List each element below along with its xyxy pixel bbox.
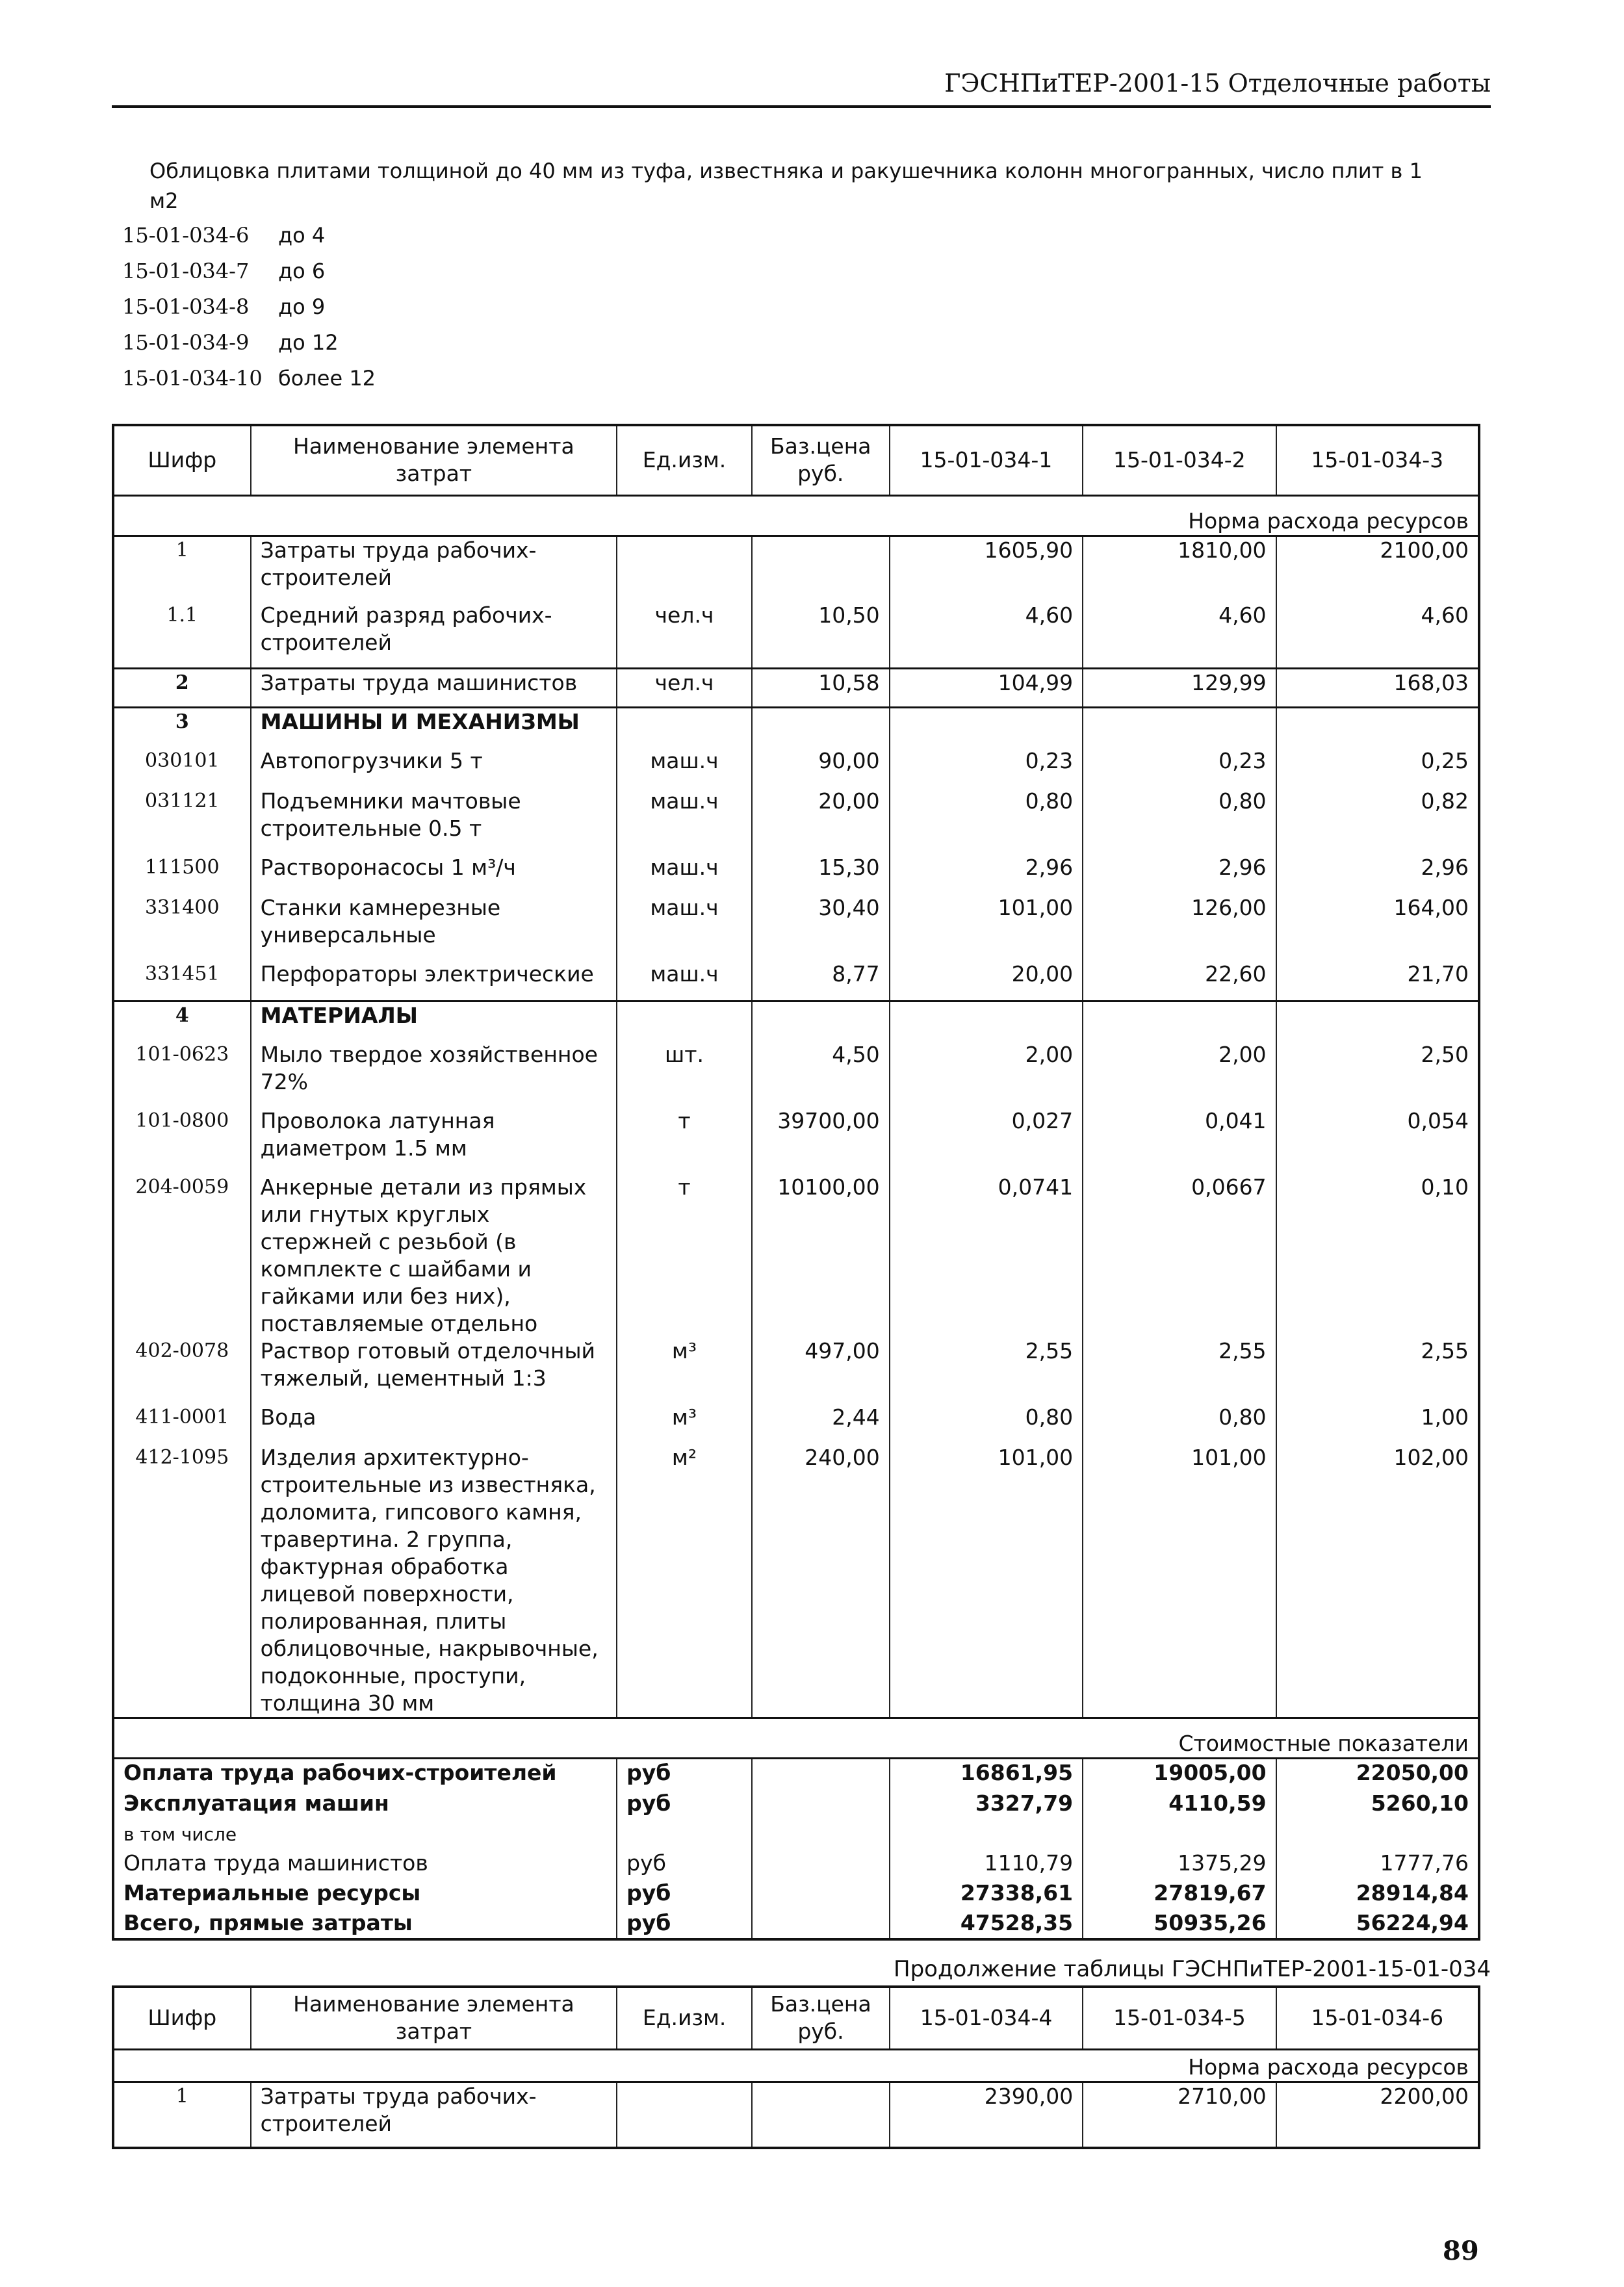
row-code: 3 [113, 707, 251, 747]
cost-name: Всего, прямые затраты [123, 1909, 413, 1935]
row-value: 0,25 [1276, 747, 1479, 788]
cost-row [113, 1850, 1479, 1880]
row-value: 102,00 [1276, 1444, 1479, 1718]
row-name: Затраты труда рабочих-строителей [251, 2082, 617, 2148]
cost-label-row [113, 1718, 1479, 1759]
row-value: 2,55 [1083, 1337, 1276, 1404]
cost-value: 1777,76 [1276, 1850, 1479, 1880]
cost-row [113, 1759, 1479, 1790]
row-unit: маш.ч [617, 894, 752, 961]
resource-table-continued [112, 1985, 1480, 2149]
cost-value: 1110,79 [890, 1850, 1083, 1880]
row-value: 0,23 [1083, 747, 1276, 788]
code-id: 15-01-034-10 [122, 366, 263, 391]
row-unit: маш.ч [617, 961, 752, 1001]
row-value: 0,0741 [890, 1174, 1083, 1337]
row-price: 497,00 [752, 1337, 890, 1404]
row-value: 21,70 [1276, 961, 1479, 1001]
cost-unit: руб [617, 1759, 752, 1790]
row-unit: маш.ч [617, 854, 752, 894]
header-col5: 15-01-034-5 [1083, 1987, 1276, 2049]
header-col4: 15-01-034-4 [890, 1987, 1083, 2049]
row-value: 2,55 [890, 1337, 1083, 1404]
table-row [113, 1404, 1479, 1444]
header-col3: 15-01-034-3 [1276, 425, 1479, 495]
row-price [752, 2082, 890, 2148]
row-price: 30,40 [752, 894, 890, 961]
section-title: МАШИНЫ И МЕХАНИЗМЫ [251, 707, 617, 747]
row-name: Проволока латунная диаметром 1.5 мм [251, 1107, 617, 1174]
table-row [113, 536, 1479, 602]
cost-value: 3327,79 [890, 1790, 1083, 1821]
row-name: Затраты труда рабочих-строителей [251, 536, 617, 602]
row-code: 331400 [145, 896, 220, 919]
table-row [113, 1174, 1479, 1337]
row-code: 4 [113, 1001, 251, 1041]
row-unit: м² [617, 1444, 752, 1718]
cost-value: 56224,94 [1276, 1909, 1479, 1939]
cost-unit: руб [617, 1790, 752, 1821]
code-list [122, 218, 512, 396]
row-value: 2,55 [1276, 1337, 1479, 1404]
code-row [122, 253, 512, 289]
cost-name: Оплата труда рабочих-строителей [113, 1759, 617, 1790]
table-row [113, 961, 1479, 1001]
row-name: Перфораторы электрические [251, 961, 617, 1001]
code-value: до 12 [278, 330, 339, 355]
header-unit: Ед.изм. [617, 425, 752, 495]
resource-table [112, 424, 1480, 1941]
row-name: Раствор готовый отделочный тяжелый, цементный 1:3 [251, 1337, 617, 1404]
cost-name: Материальные ресурсы [123, 1880, 421, 1906]
row-value: 164,00 [1276, 894, 1479, 961]
norm-label: Норма расхода ресурсов [113, 2049, 1479, 2082]
row-price: 10,58 [752, 668, 890, 707]
cost-unit: руб [617, 1909, 752, 1939]
row-unit: т [617, 1107, 752, 1174]
table-row [113, 1337, 1479, 1404]
row-value: 0,054 [1276, 1107, 1479, 1174]
cost-row [113, 1909, 1479, 1939]
header-cipher: Шифр [148, 2005, 217, 2031]
header-price: Баз.цена руб. [752, 425, 890, 495]
row-code: 1.1 [166, 604, 198, 627]
row-name: Вода [251, 1404, 617, 1444]
row-unit: чел.ч [617, 602, 752, 668]
row-value: 104,99 [890, 668, 1083, 707]
row-unit [617, 2082, 752, 2148]
row-value: 0,80 [890, 1404, 1083, 1444]
row-name: Изделия архитектурно-строительные из известняка, доломита, гипсового камня, травертина. 2 группа, фактурная обработка лицевой поверхности, полированная, плиты облицовочные, накрывочные, подоконные, проступи, толщина 30 мм [251, 1444, 617, 1718]
cost-value: 47528,35 [890, 1909, 1083, 1939]
table-row [113, 747, 1479, 788]
table-row [113, 1041, 1479, 1107]
row-value: 2,96 [1276, 854, 1479, 894]
row-name: Растворонасосы 1 м³/ч [251, 854, 617, 894]
table-row [113, 854, 1479, 894]
table-row [113, 602, 1479, 668]
row-value: 0,10 [1276, 1174, 1479, 1337]
row-unit [617, 536, 752, 602]
row-value: 0,0667 [1083, 1174, 1276, 1337]
row-value: 1,00 [1276, 1404, 1479, 1444]
table-header-row [113, 1987, 1479, 2049]
row-value: 0,23 [890, 747, 1083, 788]
row-unit: шт. [617, 1041, 752, 1107]
row-code: 204-0059 [135, 1176, 229, 1198]
table-row [113, 2082, 1479, 2148]
row-name: Мыло твердое хозяйственное 72% [251, 1041, 617, 1107]
row-value: 22,60 [1083, 961, 1276, 1001]
cost-value: 5260,10 [1276, 1790, 1479, 1821]
cost-unit: руб [617, 1880, 752, 1909]
cost-value: 1375,29 [1083, 1850, 1276, 1880]
row-value: 101,00 [890, 1444, 1083, 1718]
row-value: 1605,90 [890, 536, 1083, 602]
cost-unit: руб [617, 1850, 752, 1880]
header-unit: Ед.изм. [617, 1987, 752, 2049]
row-name: Станки камнерезные универсальные [251, 894, 617, 961]
row-value: 0,80 [1083, 1404, 1276, 1444]
code-value: до 9 [278, 294, 326, 319]
row-name: Анкерные детали из прямых или гнутых круглых стержней с резьбой (в комплекте с шайбами и гайками или без них), поставляемые отдельно [251, 1174, 617, 1337]
header-col6: 15-01-034-6 [1276, 1987, 1479, 2049]
row-code: 101-0800 [135, 1109, 229, 1132]
row-value: 2390,00 [890, 2082, 1083, 2148]
cost-name: Оплата труда машинистов [123, 1850, 428, 1876]
section-title: МАТЕРИАЛЫ [251, 1001, 617, 1041]
header-price: Баз.цена руб. [752, 1987, 890, 2049]
row-value: 20,00 [890, 961, 1083, 1001]
row-value: 1810,00 [1083, 536, 1276, 602]
row-price: 10,50 [752, 602, 890, 668]
code-id: 15-01-034-6 [122, 223, 250, 248]
row-value: 101,00 [1083, 1444, 1276, 1718]
row-value: 168,03 [1276, 668, 1479, 707]
code-value: до 6 [278, 259, 326, 283]
header-cipher: Шифр [148, 447, 217, 473]
table-row [113, 788, 1479, 854]
row-price: 15,30 [752, 854, 890, 894]
row-value: 2,00 [1083, 1041, 1276, 1107]
cost-row [113, 1790, 1479, 1821]
row-code: 031121 [145, 790, 220, 812]
row-unit: маш.ч [617, 788, 752, 854]
header-title: ГЭСНПиТЕР-2001-15 Отделочные работы [944, 69, 1491, 97]
row-value: 0,041 [1083, 1107, 1276, 1174]
continuation-caption: Продолжение таблицы ГЭСНПиТЕР-2001-15-01-034 [894, 1956, 1491, 1982]
cost-row [113, 1880, 1479, 1909]
header-col2: 15-01-034-2 [1083, 425, 1276, 495]
row-price: 240,00 [752, 1444, 890, 1718]
row-price: 8,77 [752, 961, 890, 1001]
row-value: 2200,00 [1276, 2082, 1479, 2148]
row-value: 4,60 [1276, 602, 1479, 668]
section-row [113, 707, 1479, 747]
page-header [112, 65, 1491, 108]
cost-value: 22050,00 [1276, 1759, 1479, 1790]
row-name: Подъемники мачтовые строительные 0.5 т [251, 788, 617, 854]
section-row [113, 1001, 1479, 1041]
norm-label: Норма расхода ресурсов [113, 495, 1479, 536]
cost-row [113, 1821, 1479, 1850]
code-value: до 4 [278, 223, 326, 248]
table-row [113, 1107, 1479, 1174]
code-row [122, 289, 512, 325]
cost-value: 4110,59 [1083, 1790, 1276, 1821]
row-unit: маш.ч [617, 747, 752, 788]
code-id: 15-01-034-9 [122, 330, 250, 355]
row-price: 10100,00 [752, 1174, 890, 1337]
cost-value: 27338,61 [890, 1880, 1083, 1909]
table-row [113, 894, 1479, 961]
row-value: 0,027 [890, 1107, 1083, 1174]
row-code: 2 [113, 668, 251, 707]
cost-value: 16861,95 [890, 1759, 1083, 1790]
code-row [122, 325, 512, 361]
row-code: 411-0001 [135, 1406, 229, 1428]
row-code: 1 [113, 2082, 251, 2148]
row-price: 39700,00 [752, 1107, 890, 1174]
code-row [122, 218, 512, 253]
header-col1: 15-01-034-1 [890, 425, 1083, 495]
row-code: 412-1095 [135, 1446, 229, 1469]
row-value: 4,60 [1083, 602, 1276, 668]
cost-value: 28914,84 [1276, 1880, 1479, 1909]
row-value: 2100,00 [1276, 536, 1479, 602]
row-value: 101,00 [890, 894, 1083, 961]
row-value: 2,96 [890, 854, 1083, 894]
row-name: Затраты труда машинистов [251, 668, 617, 707]
row-value: 2710,00 [1083, 2082, 1276, 2148]
row-code: 111500 [145, 856, 220, 879]
row-code: 402-0078 [135, 1339, 229, 1362]
row-name: Автопогрузчики 5 т [251, 747, 617, 788]
row-unit: м³ [617, 1337, 752, 1404]
table-row [113, 668, 1479, 707]
code-row [122, 361, 512, 396]
cost-label: Стоимостные показатели [113, 1718, 1479, 1759]
row-price: 4,50 [752, 1041, 890, 1107]
row-name: Средний разряд рабочих-строителей [251, 602, 617, 668]
row-unit: м³ [617, 1404, 752, 1444]
code-id: 15-01-034-8 [122, 294, 250, 319]
header-name: Наименование элемента затрат [251, 1987, 617, 2049]
section-description: Облицовка плитами толщиной до 40 мм из туфа, известняка и ракушечника колонн многогранных, число плит в 1 м2 [149, 159, 1423, 213]
row-value: 0,80 [890, 788, 1083, 854]
row-price [752, 536, 890, 602]
code-id: 15-01-034-7 [122, 259, 250, 283]
table-row [113, 1444, 1479, 1718]
row-value: 129,99 [1083, 668, 1276, 707]
row-code: 101-0623 [135, 1043, 229, 1066]
cost-name: в том числе [123, 1823, 237, 1845]
cost-value: 19005,00 [1083, 1759, 1276, 1790]
row-price: 2,44 [752, 1404, 890, 1444]
row-price: 90,00 [752, 747, 890, 788]
row-value: 126,00 [1083, 894, 1276, 961]
cost-name: Эксплуатация машин [123, 1790, 389, 1816]
code-value: более 12 [278, 366, 376, 391]
row-code: 1 [113, 536, 251, 602]
row-value: 0,80 [1083, 788, 1276, 854]
cost-value: 27819,67 [1083, 1880, 1276, 1909]
row-unit: чел.ч [617, 668, 752, 707]
table-header-row [113, 425, 1479, 495]
row-code: 331451 [145, 963, 220, 985]
cost-value: 50935,26 [1083, 1909, 1276, 1939]
row-value: 0,82 [1276, 788, 1479, 854]
row-value: 2,96 [1083, 854, 1276, 894]
page-number: 89 [1443, 2236, 1479, 2266]
norm-label-row [113, 2049, 1479, 2082]
row-value: 2,00 [890, 1041, 1083, 1107]
row-unit: т [617, 1174, 752, 1337]
row-code: 030101 [145, 749, 220, 772]
header-name: Наименование элемента затрат [251, 425, 617, 495]
norm-label-row [113, 495, 1479, 536]
row-value: 4,60 [890, 602, 1083, 668]
row-price: 20,00 [752, 788, 890, 854]
row-value: 2,50 [1276, 1041, 1479, 1107]
